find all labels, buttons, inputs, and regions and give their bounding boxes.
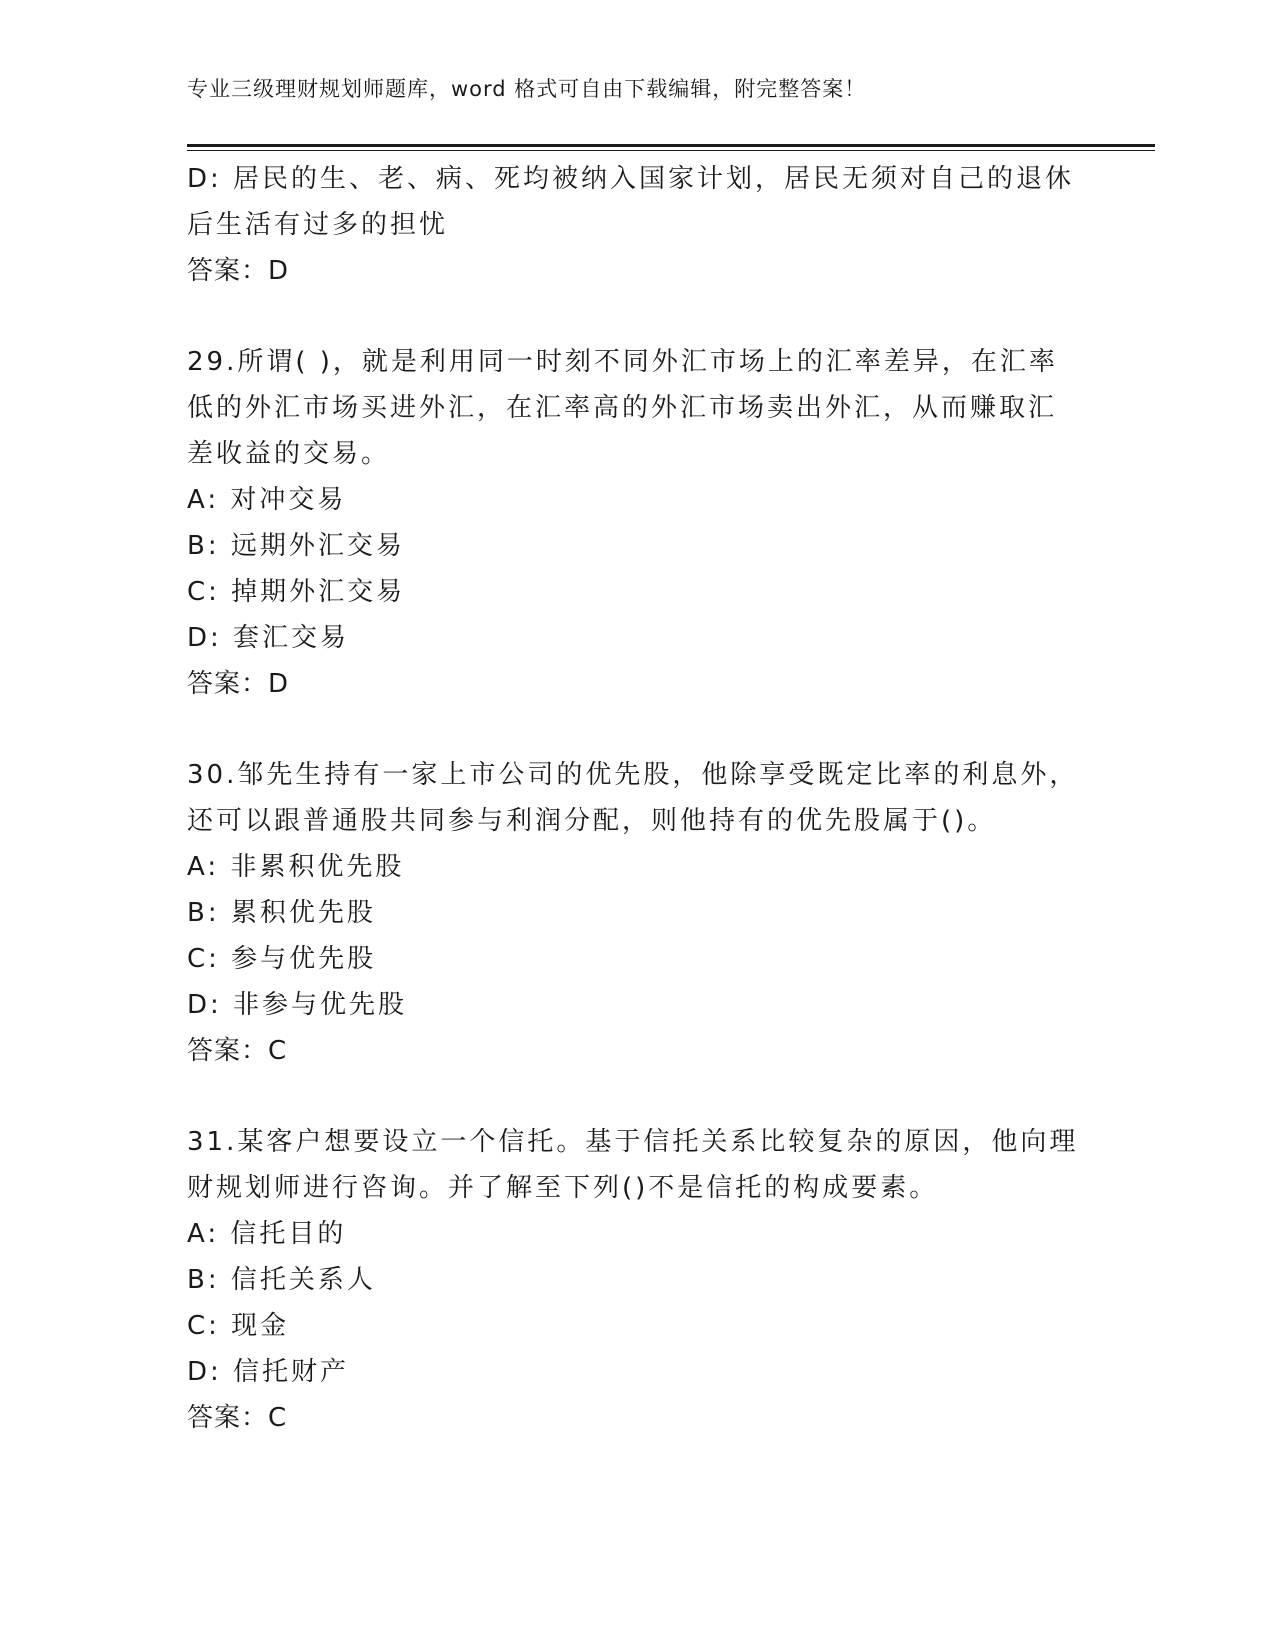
- spacer: [187, 707, 1087, 752]
- question-stem-line: 31.某客户想要设立一个信托。基于信托关系比较复杂的原因，他向理: [187, 1127, 1079, 1157]
- option-d: D: 非参与优先股: [187, 990, 408, 1020]
- question-29: [187, 339, 1087, 707]
- spacer: [187, 294, 1087, 339]
- answer-line: 答案：C: [187, 1036, 288, 1066]
- prev-question-tail: [187, 156, 1087, 294]
- question-30: [187, 752, 1087, 1074]
- option-c: C: 参与优先股: [187, 944, 377, 974]
- header-divider-thick: [187, 144, 1155, 147]
- answer-line: 答案：D: [187, 669, 290, 699]
- option-b: B: 累积优先股: [187, 898, 376, 928]
- answer-line: 答案：C: [187, 1403, 288, 1433]
- option-line: D: 居民的生、老、病、死均被纳入国家计划，居民无须对自己的退休: [187, 164, 1075, 194]
- option-d: D: 信托财产: [187, 1357, 350, 1387]
- option-a: A: 信托目的: [187, 1219, 347, 1249]
- option-a: A: 非累积优先股: [187, 852, 405, 882]
- document-body: [187, 156, 1087, 1441]
- question-stem-line: 差收益的交易。: [187, 439, 391, 469]
- question-stem-line: 还可以跟普通股共同参与利润分配，则他持有的优先股属于()。: [187, 806, 997, 836]
- answer-line: 答案：D: [187, 256, 290, 286]
- spacer: [187, 1074, 1087, 1119]
- question-stem-line: 低的外汇市场买进外汇，在汇率高的外汇市场卖出外汇，从而赚取汇: [187, 393, 1058, 423]
- option-b: B: 远期外汇交易: [187, 531, 405, 561]
- option-b: B: 信托关系人: [187, 1265, 376, 1295]
- question-stem-line: 财规划师进行咨询。并了解至下列()不是信托的构成要素。: [187, 1173, 939, 1203]
- option-a: A: 对冲交易: [187, 485, 347, 515]
- question-stem-line: 29.所谓( )，就是利用同一时刻不同外汇市场上的汇率差异，在汇率: [187, 347, 1058, 377]
- option-c: C: 现金: [187, 1311, 290, 1341]
- page-header: 专业三级理财规划师题库，word 格式可自由下载编辑，附完整答案！: [187, 77, 867, 101]
- option-d: D: 套汇交易: [187, 623, 350, 653]
- question-31: [187, 1119, 1087, 1441]
- header-divider-thin: [187, 150, 1155, 151]
- option-line: 后生活有过多的担忧: [187, 210, 449, 240]
- option-c: C: 掉期外汇交易: [187, 577, 406, 607]
- question-stem-line: 30.邹先生持有一家上市公司的优先股，他除享受既定比率的利息外，: [187, 760, 1079, 790]
